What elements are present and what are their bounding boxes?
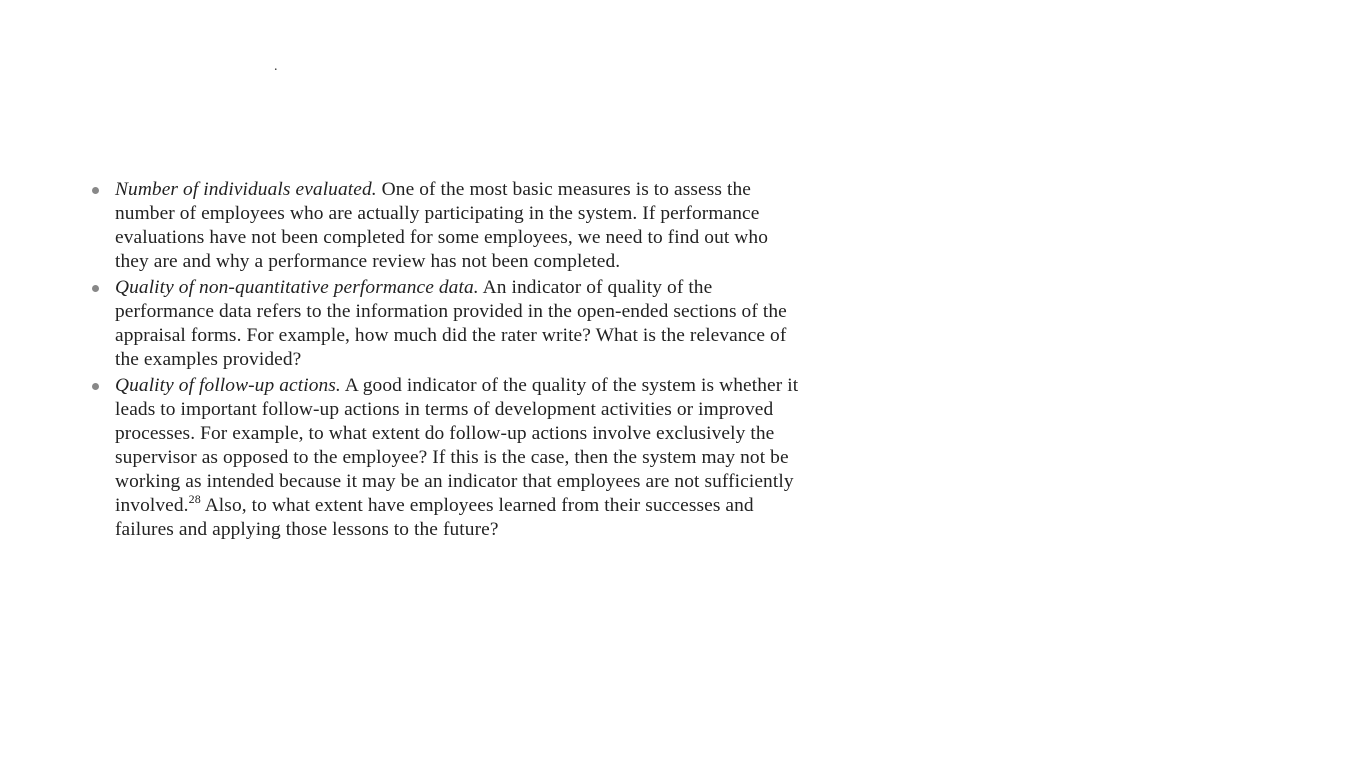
page-mark: . <box>274 59 278 74</box>
list-item-body-continued: Also, to what extent have employees learned from their successes and failures and applying those lessons to the future? <box>115 495 754 540</box>
list-item-body: A good indicator of the quality of the system is whether it leads to important follow-up actions in terms of development activities or improved processes. For example, to what extent do follow-up actions involve exclusively the supervisor as opposed to the employee? If this is the case, then the system may not be working as intended because it may be an indicator that employees are not sufficiently involved. <box>115 375 799 516</box>
document-viewport[interactable] <box>84 178 804 597</box>
list-item <box>84 178 804 274</box>
list-item-title: Quality of follow-up actions. <box>115 375 341 396</box>
bullet-icon <box>92 187 99 194</box>
footnote-marker[interactable]: 28 <box>188 492 201 506</box>
bullet-icon <box>92 285 99 292</box>
bullet-icon <box>92 383 99 390</box>
bullet-list <box>84 178 804 542</box>
list-item-title: Number of individuals evaluated. <box>115 179 377 200</box>
list-item-title: Quality of non-quantitative performance data. <box>115 277 479 298</box>
list-item <box>84 276 804 372</box>
list-item-body: An indicator of quality of the performance data refers to the information provided in the open-ended sections of the appraisal forms. For example, how much did the rater write? What is the relevance of the examples provided? <box>115 277 787 370</box>
list-item-body: One of the most basic measures is to assess the number of employees who are actually participating in the system. If performance evaluations have not been completed for some employees, we need to find out who they are and why a performance review has not been completed. <box>115 179 768 272</box>
list-item <box>84 374 804 542</box>
